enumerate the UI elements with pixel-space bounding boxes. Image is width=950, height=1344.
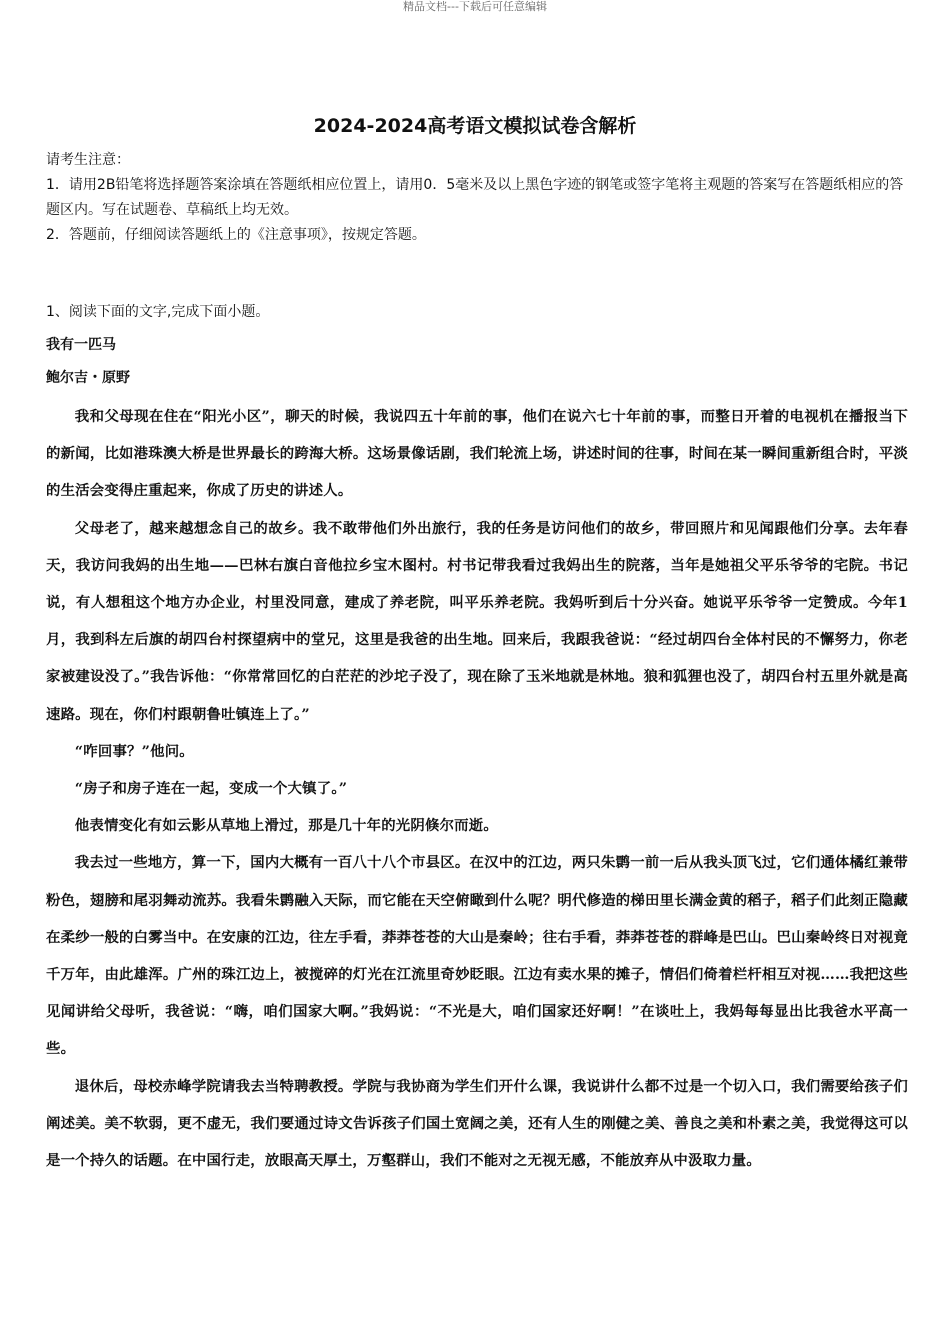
notice-block (46, 148, 906, 248)
page-title: 2024-2024高考语文模拟试卷含解析 (313, 115, 637, 137)
paragraph: 我去过一些地方，算一下，国内大概有一百八十八个市县区。在汉中的江边，两只朱鹮一前一后从我头顶飞过，它们通体橘红兼带粉色，翅膀和尾羽舞动流苏。我看朱鹮融入天际，而它能在天空俯瞰到什么呢？明代修造的梯田里长满金黄的稻子，稻子们此刻正隐藏在柔纱一般的白雾当中。在安康的江边，往左手看，莽莽苍苍的大山是秦岭；往右手看，莽莽苍苍的群峰是巴山。巴山秦岭终日对视竟千万年，由此雄浑。广州的珠江边上，被搅碎的灯光在江流里奇妙眨眼。江边有卖水果的摊子，情侣们倚着栏杆相互对视……我把这些见闻讲给父母听，我爸说：“嗨，咱们国家大啊。”我妈说：“不光是大，咱们国家还好啊！”在谈吐上，我妈每每显出比我爸水平高一些。 (46, 854, 908, 1058)
notice-item-1: 1．请用2B铅笔将选择题答案涂填在答题纸相应位置上，请用0．5毫米及以上黑色字迹的钢笔或签字笔将主观题的答案写在答题纸相应的答题区内。写在试题卷、草稿纸上均无效。 (46, 177, 904, 218)
paragraph: 父母老了，越来越想念自己的故乡。我不敢带他们外出旅行，我的任务是访问他们的故乡，带回照片和见闻跟他们分享。去年春天，我访问我妈的出生地——巴林右旗白音他拉乡宝木图村。村书记带我看过我妈出生的院落，当年是她祖父平乐爷爷的宅院。书记说，有人想租这个地方办企业，村里没同意，建成了养老院，叫平乐养老院。我妈听到后十分兴奋。她说平乐爷爷一定赞成。今年1月，我到科左后旗的胡四台村探望病中的堂兄，这里是我爸的出生地。回来后，我跟我爸说：“经过胡四台全体村民的不懈努力，你老家被建设没了。”我告诉他：“你常常回忆的白茫茫的沙坨子没了，现在除了玉米地就是林地。狼和狐狸也没了，胡四台村五里外就是高速路。现在，你们村跟朝鲁吐镇连上了。” (46, 519, 908, 723)
paragraph: “房子和房子连在一起，变成一个大镇了。” (74, 780, 348, 798)
essay-body (46, 398, 908, 1179)
header-note: 精品文档---下载后可任意编辑 (403, 0, 547, 13)
notice-item-2: 2．答题前，仔细阅读答题纸上的《注意事项》，按规定答题。 (46, 227, 426, 243)
question-instruction: 1、阅读下面的文字,完成下面小题。 (46, 304, 270, 320)
paragraph: 退休后，母校赤峰学院请我去当特聘教授。学院与我协商为学生们开什么课，我说讲什么都不过是一个切入口，我们需要给孩子们阐述美。美不软弱，更不虚无，我们要通过诗文告诉孩子们国土宽阔之美，还有人生的刚健之美、善良之美和朴素之美，我觉得这可以是一个持久的话题。在中国行走，放眼高天厚土，万壑群山，我们不能对之无视无感，不能放弃从中汲取力量。 (46, 1077, 908, 1170)
essay-title: 我有一匹马 (46, 337, 116, 353)
paragraph: 他表情变化有如云影从草地上滑过，那是几十年的光阴倏尔而逝。 (74, 817, 498, 835)
essay-author: 鲍尔吉・原野 (46, 370, 130, 386)
notice-heading: 请考生注意： (46, 152, 130, 168)
paragraph: “咋回事？”他问。 (74, 742, 194, 760)
paragraph: 我和父母现在住在“阳光小区”，聊天的时候，我说四五十年前的事，他们在说六七十年前的事，而整日开着的电视机在播报当下的新闻，比如港珠澳大桥是世界最长的跨海大桥。这场景像话剧，我们轮流上场，讲述时间的往事，时间在某一瞬间重新组合时，平淡的生活会变得庄重起来，你成了历史的讲述人。 (46, 408, 908, 500)
